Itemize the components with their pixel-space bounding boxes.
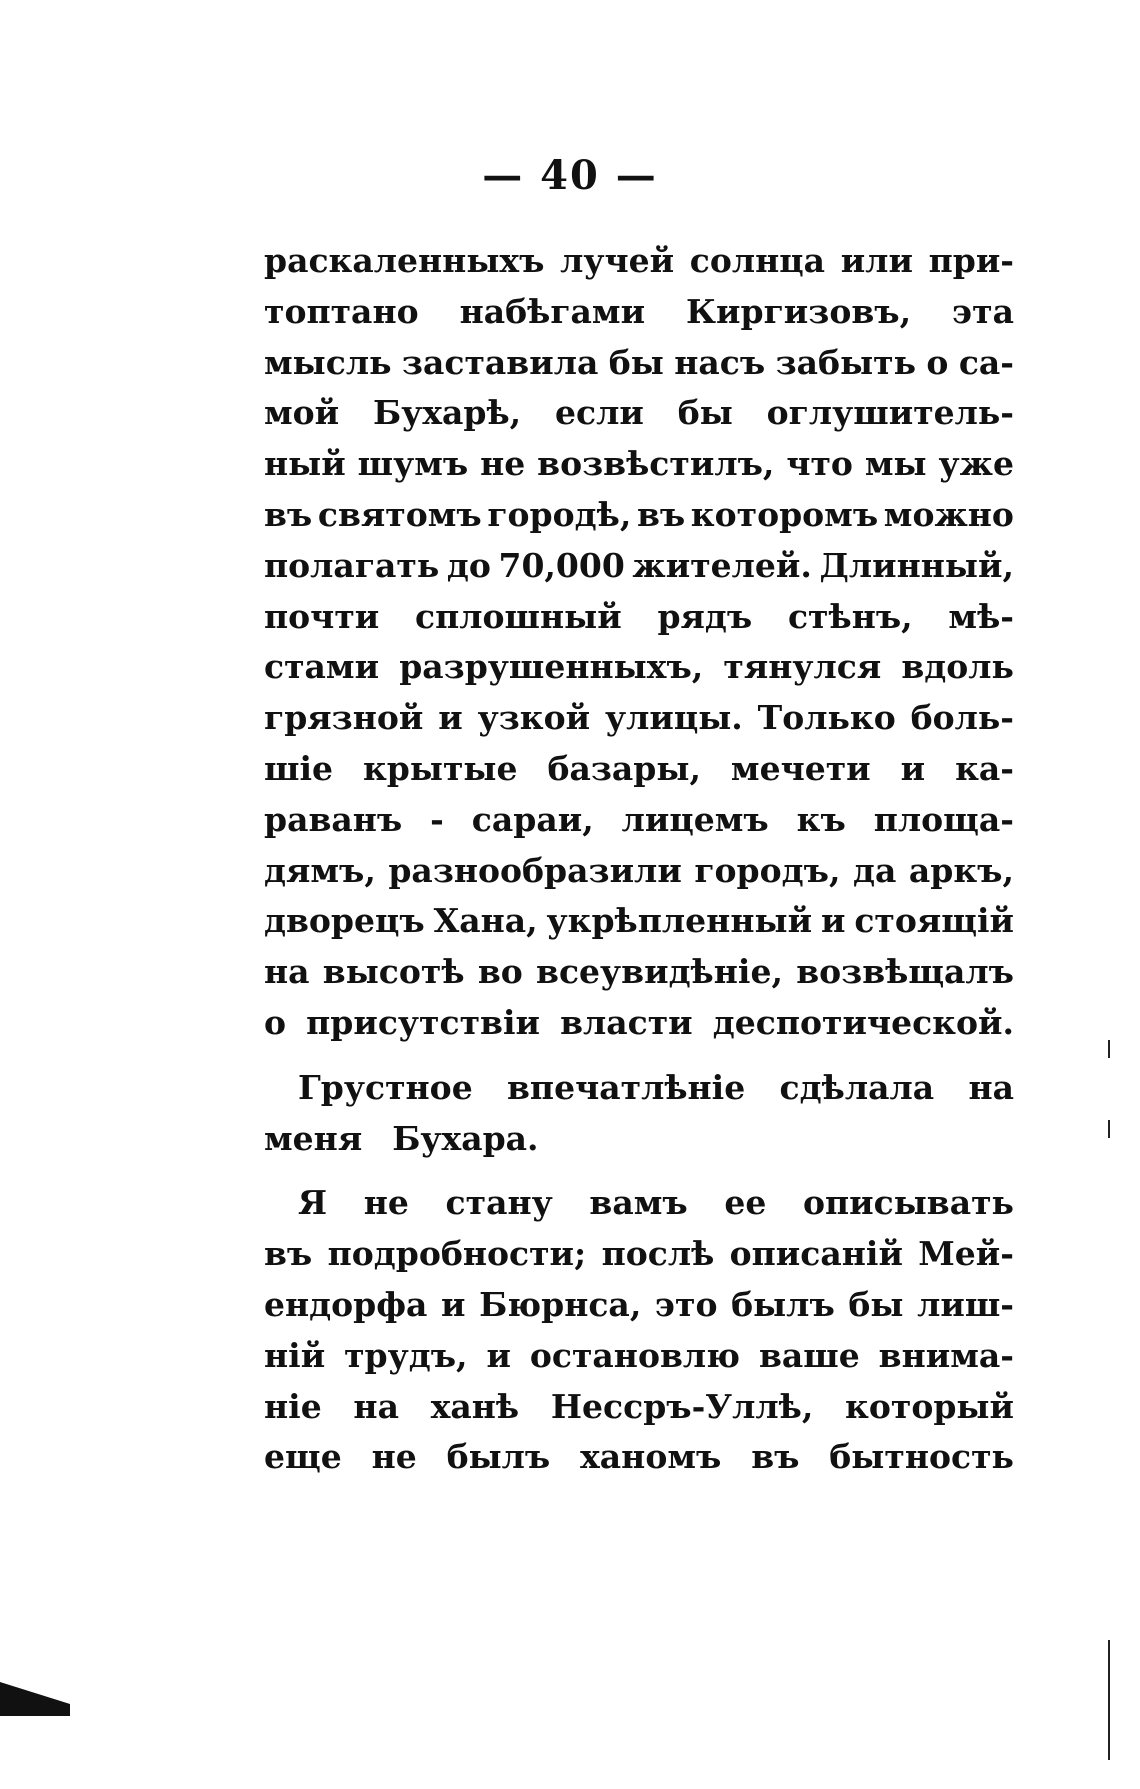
word: или: [840, 241, 913, 280]
scan-corner-mark: [0, 1682, 70, 1716]
word: 70,000: [498, 545, 625, 585]
word: да: [852, 850, 897, 890]
word: городъ,: [694, 850, 841, 890]
word: къ: [796, 799, 846, 839]
text-line: [264, 592, 1014, 643]
text-line: [264, 439, 1014, 490]
word: который: [845, 1386, 1014, 1426]
word: и: [900, 748, 926, 788]
word: послѣ: [601, 1234, 715, 1274]
word: Нессръ-Уллѣ,: [550, 1386, 814, 1426]
word: на: [968, 1067, 1014, 1107]
word: сараи,: [471, 799, 594, 839]
text-line: [264, 1229, 1014, 1280]
word: въ: [751, 1437, 800, 1477]
word: ханомъ: [580, 1437, 722, 1477]
word: улицы.: [604, 698, 743, 738]
word: рядъ: [657, 596, 753, 636]
word: не: [371, 1437, 417, 1477]
word: въ: [636, 494, 686, 534]
word: возвѣстилъ,: [537, 444, 775, 484]
word: полагать: [264, 545, 440, 585]
word: забыть: [775, 342, 916, 382]
word: эта: [952, 291, 1014, 331]
word: не: [480, 444, 526, 484]
word: ее: [724, 1183, 767, 1223]
word: дворецъ: [264, 901, 425, 941]
word: и: [820, 901, 846, 941]
page-number: — 40 —: [482, 152, 658, 199]
word: разрушенныхъ,: [399, 647, 704, 687]
word: стами: [264, 647, 380, 687]
word: во: [477, 952, 523, 992]
text-line: [264, 1331, 1014, 1382]
word: насъ: [674, 342, 766, 382]
word: вамъ: [589, 1183, 688, 1223]
word: и: [486, 1335, 511, 1375]
word: можно: [883, 494, 1014, 534]
text-line: [264, 541, 1014, 592]
word: боль-: [910, 698, 1014, 738]
word: крытые: [362, 748, 518, 788]
word: мысль: [264, 342, 392, 382]
body-text: [264, 236, 1014, 1483]
word: ваше: [758, 1335, 860, 1375]
text-line: [264, 1063, 1014, 1114]
word: заставила: [401, 342, 599, 382]
word: ный: [264, 444, 346, 484]
word: тянулся: [723, 647, 882, 687]
word: почти: [264, 596, 380, 636]
word: дямъ,: [264, 850, 376, 890]
word: Хана,: [433, 901, 538, 941]
word: стѣнъ,: [787, 596, 913, 636]
word: раванъ: [264, 799, 403, 839]
word: сплошный: [415, 596, 622, 636]
word: Бюрнса,: [479, 1284, 642, 1324]
text-line: [264, 490, 1014, 541]
word: ка-: [955, 748, 1014, 788]
word: деспотической.: [712, 1002, 1014, 1042]
word: Киргизовъ,: [686, 291, 912, 331]
text-line: [264, 388, 1014, 439]
paragraph-gap: [264, 1164, 1014, 1178]
word: бы: [677, 393, 733, 433]
word: вдоль: [901, 647, 1014, 687]
word: аркъ,: [908, 850, 1014, 890]
text-line: [264, 287, 1014, 338]
word: остановлю: [529, 1335, 741, 1375]
word: Только: [757, 698, 896, 738]
word: жителей.: [632, 545, 812, 585]
word: Мей-: [918, 1234, 1014, 1274]
word: при-: [928, 241, 1014, 280]
scan-edge-mark: [1108, 1120, 1110, 1138]
word: въ: [264, 1234, 313, 1274]
word: стоящій: [854, 901, 1014, 941]
scan-edge-mark: [1108, 1040, 1110, 1058]
word: что: [786, 444, 853, 484]
text-line: [264, 1432, 1014, 1483]
word: уже: [938, 444, 1014, 484]
word: мечети: [730, 748, 871, 788]
word: меня: [264, 1118, 363, 1158]
word: описаній: [729, 1234, 903, 1274]
word: подробности;: [327, 1234, 587, 1274]
word: до: [446, 545, 491, 585]
word: Бухара.: [392, 1118, 539, 1158]
word: всеувидѣніе,: [536, 952, 783, 992]
text-line: [264, 846, 1014, 897]
word: возвѣщалъ: [796, 952, 1014, 992]
word: бытность: [829, 1437, 1014, 1477]
word: площа-: [873, 799, 1014, 839]
text-line: [264, 338, 1014, 389]
word: былъ: [446, 1437, 551, 1477]
word: стану: [445, 1183, 553, 1223]
paragraph-gap: [264, 1049, 1014, 1063]
word: солнца: [689, 241, 826, 280]
word: базары,: [547, 748, 701, 788]
word: ендорфа: [264, 1284, 428, 1324]
word: святомъ: [317, 494, 482, 534]
word: топтано: [264, 291, 419, 331]
word: еще: [264, 1437, 342, 1477]
word: Грустное: [298, 1067, 473, 1107]
word: набѣгами: [459, 291, 646, 331]
text-line: [264, 236, 1014, 287]
word: лицемъ: [621, 799, 769, 839]
word: которомъ: [690, 494, 879, 534]
text-line: [264, 744, 1014, 795]
word: сдѣлала: [779, 1067, 935, 1107]
word: лучей: [560, 241, 675, 280]
text-line: [264, 998, 1014, 1049]
word: былъ: [731, 1284, 835, 1324]
word: лиш-: [917, 1284, 1014, 1324]
word: въ: [264, 494, 313, 534]
scan-edge-mark: [1108, 1640, 1110, 1760]
word: ніе: [264, 1386, 322, 1426]
word: мой: [264, 393, 340, 433]
word: грязной: [264, 698, 424, 738]
word: описывать: [802, 1183, 1014, 1223]
word: раскаленныхъ: [264, 241, 545, 280]
word: Бухарѣ,: [373, 393, 522, 433]
text-line: [264, 1178, 1014, 1229]
word: мы: [864, 444, 927, 484]
word: ханѣ: [430, 1386, 520, 1426]
text-line: [264, 693, 1014, 744]
text-line: [264, 947, 1014, 998]
word: укрѣпленный: [546, 901, 813, 941]
word: присутствіи: [306, 1002, 540, 1042]
text-line: [264, 1280, 1014, 1331]
word: бы: [848, 1284, 904, 1324]
word: о: [926, 342, 949, 382]
text-line: [264, 1114, 1014, 1165]
word: если: [555, 393, 644, 433]
word: на: [264, 952, 310, 992]
word: -: [430, 799, 444, 839]
word: и: [438, 698, 463, 738]
word: узкой: [477, 698, 591, 738]
word: на: [353, 1386, 399, 1426]
word: бы: [608, 342, 664, 382]
word: впечатлѣніе: [507, 1067, 746, 1107]
word: шіе: [264, 748, 333, 788]
word: и: [440, 1284, 466, 1324]
text-line: [264, 896, 1014, 947]
word: са-: [958, 342, 1014, 382]
word: шумъ: [357, 444, 469, 484]
word: ній: [264, 1335, 326, 1375]
word: городѣ,: [487, 494, 632, 534]
word: мѣ-: [948, 596, 1014, 636]
word: Длинный,: [819, 545, 1014, 585]
text-line: [264, 642, 1014, 693]
word: о: [264, 1002, 287, 1042]
word: оглушитель-: [766, 393, 1014, 433]
text-line: [264, 795, 1014, 846]
word: власти: [560, 1002, 693, 1042]
word: не: [363, 1183, 409, 1223]
word: разнообразили: [388, 850, 682, 890]
word: это: [654, 1284, 718, 1324]
word: высотѣ: [322, 952, 465, 992]
text-line: [264, 1382, 1014, 1433]
word: трудъ,: [344, 1335, 468, 1375]
word: Я: [298, 1183, 328, 1223]
word: внима-: [878, 1335, 1014, 1375]
